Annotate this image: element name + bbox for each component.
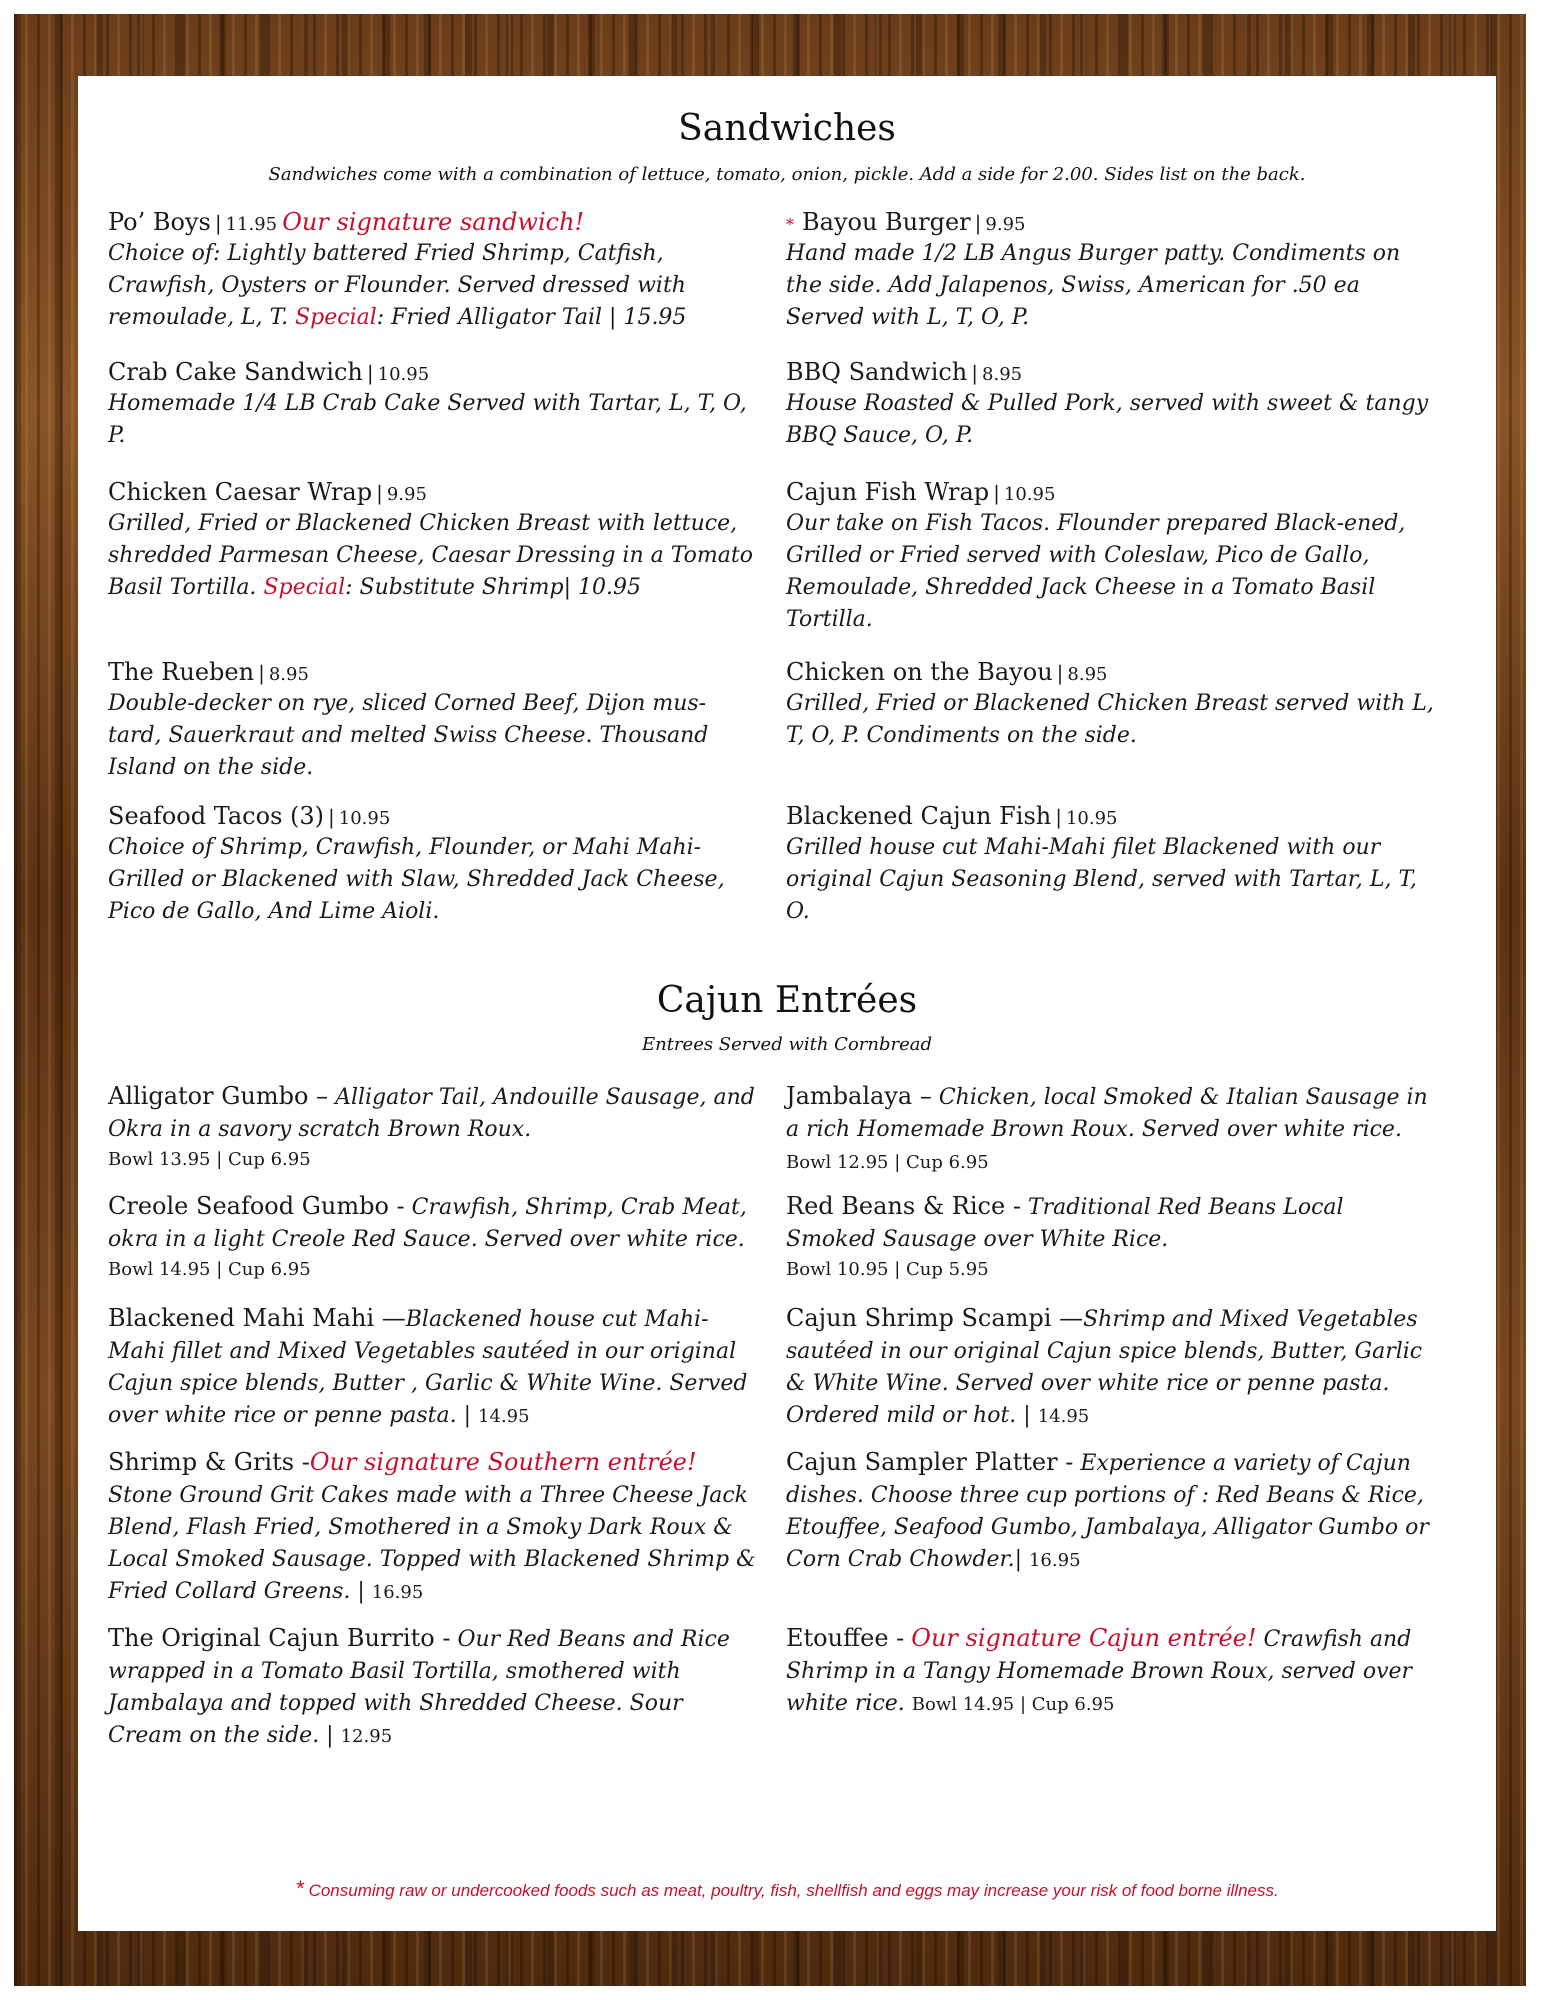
item-price: Bowl 14.95 | Cup 6.95 xyxy=(108,1259,311,1280)
item-name: Creole Seafood Gumbo - xyxy=(108,1192,405,1220)
item-price: Bowl 12.95 | Cup 6.95 xyxy=(786,1152,989,1173)
item-price: 16.95 xyxy=(1028,1550,1081,1571)
item-name: Alligator Gumbo – xyxy=(108,1082,329,1110)
special-text: : Fried Alligator Tail | 15.95 xyxy=(376,305,687,330)
menu-item-bayou-burger: * Bayou Burger | 9.95 Hand made 1/2 LB Angus Burger patty. Condiments on the side. Add Jalapenos, Swiss, American for .50 ea Served with L, T, O, P. xyxy=(786,206,1436,334)
item-name: Shrimp & Grits - xyxy=(108,1448,310,1476)
item-description: Crawfish, Shrimp, Crab Meat, okra in a light Creole Red Sauce. Served over white rice. xyxy=(108,1195,747,1252)
item-name: The Rueben xyxy=(108,658,255,686)
item-description: Hand made 1/2 LB Angus Burger patty. Condiments on the side. Add Jalapenos, Swiss, American for .50 ea Served with L, T, O, P. xyxy=(786,241,1401,330)
item-description: Experience a variety of Cajun dishes. Choose three cup portions of : Red Beans & Rice, Etouffee, Seafood Gumbo, Jambalaya, Alligator Gumbo or Corn Crab Chowder.| xyxy=(786,1451,1429,1572)
sandwiches-title: Sandwiches xyxy=(678,108,896,149)
item-description: Chicken, local Smoked & Italian Sausage in a rich Homemade Brown Roux. Served over white rice. xyxy=(786,1085,1428,1142)
menu-item-etouffee xyxy=(786,1622,1436,1720)
raw-food-marker: * xyxy=(786,215,794,234)
menu-item-crab-cake-sandwich: Crab Cake Sandwich | 10.95 Homemade 1/4 LB Crab Cake Served with Tartar, L, T, O, P. xyxy=(108,356,758,452)
item-price: 10.95 xyxy=(1065,808,1118,829)
item-price: 10.95 xyxy=(1003,484,1056,505)
item-name: Crab Cake Sandwich xyxy=(108,358,363,386)
item-price: 9.95 xyxy=(985,214,1026,235)
item-description: Grilled, Fried or Blackened Chicken Breast served with L, T, O, P. Condiments on the side. xyxy=(786,691,1434,748)
item-price: 8.95 xyxy=(268,664,309,685)
item-description: Grilled, Fried or Blackened Chicken Breast with lettuce, shredded Parmesan Cheese, Caesar Dressing in a Tomato Basil Tortilla. xyxy=(108,511,753,600)
item-name: Chicken on the Bayou xyxy=(786,658,1053,686)
item-description: Shrimp and Mixed Vegetables sautéed in our original Cajun spice blends, Butter, Garlic & White Wine. Served over white rice or penne pasta. Ordered mild or hot. | xyxy=(786,1307,1423,1428)
menu-item-shrimp-grits xyxy=(108,1446,758,1608)
item-price: 8.95 xyxy=(982,364,1023,385)
item-price: Bowl 13.95 | Cup 6.95 xyxy=(108,1149,311,1170)
item-name: Blackened Mahi Mahi — xyxy=(108,1304,406,1332)
disclaimer-marker: * xyxy=(295,1876,304,1901)
item-name: Seafood Tacos (3) xyxy=(108,802,325,830)
item-price: Bowl 14.95 | Cup 6.95 xyxy=(911,1694,1115,1715)
item-description: Choice of Shrimp, Crawfish, Flounder, or Mahi Mahi-Grilled or Blackened with Slaw, Shredded Jack Cheese, Pico de Gallo, And Lime Aioli. xyxy=(108,835,725,924)
menu-item-the-rueben: The Rueben | 8.95 Double-decker on rye, sliced Corned Beef, Dijon mus-tard, Sauerkraut and melted Swiss Cheese. Thousand Island on the side. xyxy=(108,656,758,784)
item-name: Jambalaya – xyxy=(786,1082,932,1110)
item-price: 9.95 xyxy=(386,484,427,505)
item-name: Po’ Boys xyxy=(108,208,211,236)
entrees-subtitle: Entrees Served with Cornbread xyxy=(641,1034,933,1055)
item-description: House Roasted & Pulled Pork, served with sweet & tangy BBQ Sauce, O, P. xyxy=(786,391,1429,448)
item-name: Red Beans & Rice - xyxy=(786,1192,1021,1220)
item-name: BBQ Sandwich xyxy=(786,358,968,386)
item-name: Etouffee - xyxy=(786,1624,905,1652)
item-price: 12.95 xyxy=(340,1726,393,1747)
item-name: Bayou Burger xyxy=(802,208,971,236)
item-price: 10.95 xyxy=(377,364,430,385)
menu-item-seafood-tacos: Seafood Tacos (3) | 10.95 Choice of Shrimp, Crawfish, Flounder, or Mahi Mahi-Grilled or Blackened with Slaw, Shredded Jack Cheese, Pico de Gallo, And Lime Aioli. xyxy=(108,800,758,928)
item-description: Our take on Fish Tacos. Flounder prepared Black-ened, Grilled or Fried served with Coleslaw, Pico de Gallo, Remoulade, Shredded Jack Cheese in a Tomato Basil Tortilla. xyxy=(786,511,1406,632)
item-name: Blackened Cajun Fish xyxy=(786,802,1052,830)
entrees-title: Cajun Entrées xyxy=(656,980,918,1021)
item-description: Double-decker on rye, sliced Corned Beef, Dijon mus-tard, Sauerkraut and melted Swiss Cheese. Thousand Island on the side. xyxy=(108,691,709,780)
menu-page xyxy=(78,76,1496,1931)
menu-item-chicken-caesar-wrap: Chicken Caesar Wrap | 9.95 Grilled, Fried or Blackened Chicken Breast with lettuce, shredded Parmesan Cheese, Caesar Dressing in a Tomato Basil Tortilla. Special: Substitute Shrimp| 10.95 xyxy=(108,478,753,600)
menu-item-original-cajun-burrito xyxy=(108,1622,758,1752)
menu-item-cajun-shrimp-scampi xyxy=(786,1302,1436,1432)
item-price: 14.95 xyxy=(1037,1406,1090,1427)
signature-tag: Our signature Southern entrée! xyxy=(309,1448,697,1476)
item-name: Cajun Sampler Platter - xyxy=(786,1448,1074,1476)
raw-food-disclaimer xyxy=(78,1876,1496,1902)
item-description: Crawfish and Shrimp in a Tangy Homemade Brown Roux, served over white rice. xyxy=(786,1627,1413,1716)
signature-tag: Our signature Cajun entrée! xyxy=(911,1624,1257,1652)
menu-item-po-boys: Po’ Boys | 11.95 Our signature sandwich! Choice of: Lightly battered Fried Shrimp, Catfish, Crawfish, Oysters or Flounder. Served dressed with remoulade, L, T. Special: Fried Alligator Tail | 15.95 xyxy=(108,208,687,330)
item-price: 11.95 xyxy=(225,214,278,235)
menu-item-jambalaya xyxy=(786,1080,1436,1178)
menu-item-cajun-fish-wrap: Cajun Fish Wrap | 10.95 Our take on Fish Tacos. Flounder prepared Black-ened, Grilled or Fried served with Coleslaw, Pico de Gallo, Remoulade, Shredded Jack Cheese in a Tomato Basil Tortilla. xyxy=(786,476,1436,636)
item-name: The Original Cajun Burrito - xyxy=(108,1624,451,1652)
menu-item-alligator-gumbo xyxy=(108,1080,758,1174)
special-label: Special xyxy=(263,575,346,600)
item-description: Our Red Beans and Rice wrapped in a Tomato Basil Tortilla, smothered with Jambalaya and topped with Shredded Cheese. Sour Cream on the side. | xyxy=(108,1627,730,1748)
menu-item-cajun-sampler-platter xyxy=(786,1446,1436,1576)
item-description: Grilled house cut Mahi-Mahi filet Blackened with our original Cajun Seasoning Blend, served with Tartar, L, T, O. xyxy=(786,835,1417,924)
item-price: Bowl 10.95 | Cup 5.95 xyxy=(786,1259,989,1280)
special-label: Special xyxy=(295,305,377,330)
menu-item-blackened-mahi-mahi xyxy=(108,1302,758,1432)
menu-item-bbq-sandwich: BBQ Sandwich | 8.95 House Roasted & Pulled Pork, served with sweet & tangy BBQ Sauce, O, P. xyxy=(786,356,1436,452)
menu-item-creole-seafood-gumbo xyxy=(108,1190,758,1284)
item-name: Chicken Caesar Wrap xyxy=(108,478,373,506)
item-description: Choice of: Lightly battered Fried Shrimp, Catfish, Crawfish, Oysters or Flounder. Served dressed with remoulade, L, T. xyxy=(108,241,686,330)
special-text: : Substitute Shrimp| 10.95 xyxy=(345,575,642,600)
menu-item-red-beans-rice xyxy=(786,1190,1436,1284)
item-description: Stone Ground Grit Cakes made with a Three Cheese Jack Blend, Flash Fried, Smothered in a Smoky Dark Roux & Local Smoked Sausage. Topped with Blackened Shrimp & Fried Collard Greens. | xyxy=(108,1483,756,1604)
item-price: 8.95 xyxy=(1067,664,1108,685)
menu-item-blackened-cajun-fish: Blackened Cajun Fish | 10.95 Grilled house cut Mahi-Mahi filet Blackened with our original Cajun Seasoning Blend, served with Tartar, L, T, O. xyxy=(786,800,1436,928)
sandwiches-subtitle: Sandwiches come with a combination of lettuce, tomato, onion, pickle. Add a side for 2.00. Sides list on the back. xyxy=(268,164,1306,185)
item-description: Traditional Red Beans Local Smoked Sausage over White Rice. xyxy=(786,1195,1344,1252)
item-price: 14.95 xyxy=(478,1406,530,1427)
item-description: Blackened house cut Mahi-Mahi fillet and Mixed Vegetables sautéed in our original Cajun spice blends, Butter , Garlic & White Wine. Served over white rice or penne pasta. | xyxy=(108,1307,748,1428)
item-name: Cajun Shrimp Scampi — xyxy=(786,1304,1084,1332)
item-description: Alligator Tail, Andouille Sausage, and Okra in a savory scratch Brown Roux. xyxy=(108,1085,755,1142)
menu-item-chicken-on-the-bayou: Chicken on the Bayou | 8.95 Grilled, Fried or Blackened Chicken Breast served with L, T, O, P. Condiments on the side. xyxy=(786,656,1436,752)
item-name: Cajun Fish Wrap xyxy=(786,478,990,506)
item-price: 10.95 xyxy=(338,808,391,829)
item-price: 16.95 xyxy=(371,1582,424,1603)
disclaimer-text: Consuming raw or undercooked foods such as meat, poultry, fish, shellfish and eggs may increase your risk of food borne illness. xyxy=(308,1881,1279,1900)
wood-frame xyxy=(14,14,1526,1986)
item-description: Homemade 1/4 LB Crab Cake Served with Tartar, L, T, O, P. xyxy=(108,391,747,448)
signature-tag: Our signature sandwich! xyxy=(282,208,585,236)
